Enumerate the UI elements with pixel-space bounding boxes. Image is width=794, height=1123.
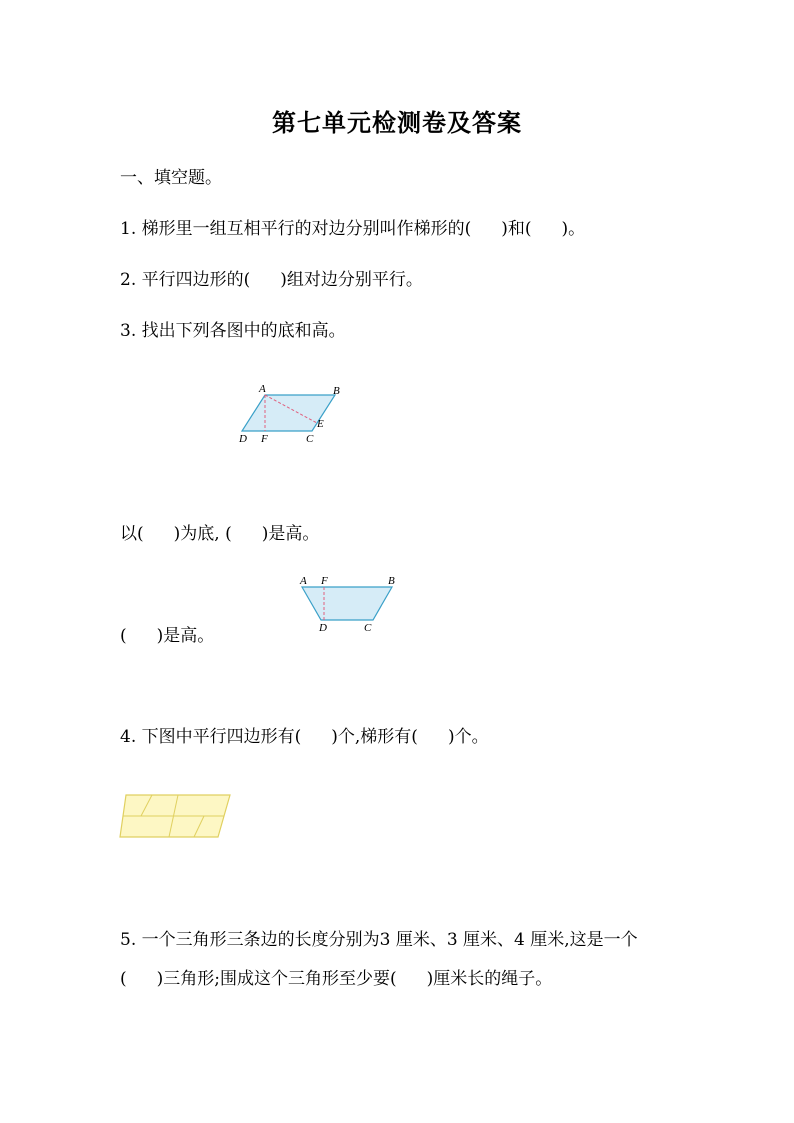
label-d: D (319, 622, 327, 634)
label-a: A (259, 383, 266, 395)
label-c: C (306, 433, 314, 445)
q3-l1-text-a: 以( (120, 524, 144, 544)
label-e: E (317, 418, 324, 430)
q5-text-b: )三角形;围成这个三角形至少要( (156, 969, 397, 989)
label-f: F (321, 575, 328, 587)
q4-text-b: )个,梯形有( (331, 727, 418, 747)
label-a: A (300, 575, 307, 587)
question-2 (120, 265, 423, 290)
label-d: D (239, 433, 247, 445)
section-heading: 一、填空题。 (120, 168, 222, 188)
trapezoid-figure (296, 574, 406, 636)
q4-text-a: 4. 下图中平行四边形有( (120, 727, 302, 747)
q1-text-b: )和( (501, 219, 532, 239)
label-b: B (333, 385, 340, 397)
q3-l1-text-b: )为底, ( (173, 524, 232, 544)
parallelogram-figure (230, 380, 360, 446)
q2-text-a: 2. 平行四边形的( (120, 270, 251, 290)
question-3-answer-2 (120, 621, 214, 646)
page-title: 第七单元检测卷及答案 (272, 109, 522, 137)
question-4 (120, 722, 489, 747)
trapezoid-shape (302, 587, 392, 620)
q4-text-c: )个。 (447, 727, 489, 747)
q2-text-b: )组对边分别平行。 (280, 270, 423, 290)
question-3: 3. 找出下列各图中的底和高。 (120, 321, 346, 341)
q1-text-a: 1. 梯形里一组互相平行的对边分别叫作梯形的( (120, 219, 472, 239)
label-f: F (261, 433, 268, 445)
q3-l2-text-a: ( (120, 626, 127, 646)
q3-l1-text-c: )是高。 (261, 524, 320, 544)
q5-text-a: ( (120, 969, 127, 989)
question-5-line-2 (120, 964, 552, 989)
question-3-answer-1 (120, 519, 319, 544)
q5-text-c: )厘米长的绳子。 (426, 969, 553, 989)
q3-l2-text-b: )是高。 (156, 626, 215, 646)
grid-parallelogram-figure (116, 792, 234, 842)
q1-text-c: )。 (561, 219, 586, 239)
label-c: C (364, 622, 372, 634)
label-b: B (388, 575, 395, 587)
question-1 (120, 214, 585, 239)
question-5-line-1: 5. 一个三角形三条边的长度分别为3 厘米、3 厘米、4 厘米,这是一个 (120, 930, 638, 950)
